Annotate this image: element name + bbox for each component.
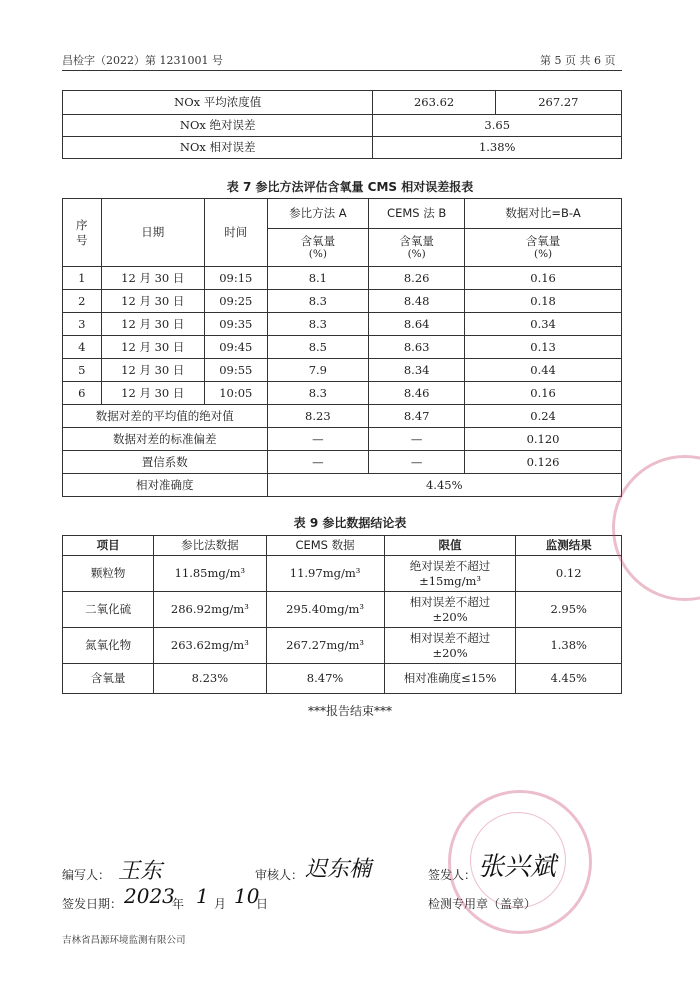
row-ref: 8.3 — [267, 313, 369, 336]
table-row — [63, 336, 622, 359]
table-row — [63, 267, 622, 290]
ci-label: 置信系数 — [63, 451, 268, 474]
row-time: 09:45 — [205, 336, 268, 359]
subheader-ref: 含氧量 (%) — [267, 229, 369, 267]
year-char: 年 — [172, 897, 185, 911]
table-header-row — [63, 536, 622, 556]
row-cems: 8.63 — [369, 336, 465, 359]
table-row — [63, 628, 622, 664]
row-seq: 6 — [63, 382, 102, 405]
row-limit: 相对准确度≤15% — [384, 664, 516, 694]
table-row — [63, 556, 622, 592]
row-date: 12 月 30 日 — [101, 336, 204, 359]
page-number: 第 5 页 共 6 页 — [540, 54, 616, 67]
row-seq: 2 — [63, 290, 102, 313]
row-time: 10:05 — [205, 382, 268, 405]
seal-stamp-side — [612, 455, 700, 601]
row-seq: 3 — [63, 313, 102, 336]
nox-rel-label: NOx 相对误差 — [63, 137, 373, 159]
seal-label: 检测专用章（盖章） — [428, 897, 537, 911]
row-seq: 4 — [63, 336, 102, 359]
row-ref: 11.85mg/m³ — [154, 556, 266, 592]
row-item: 含氧量 — [63, 664, 154, 694]
table-row — [63, 428, 622, 451]
issue-date-label: 签发日期： — [62, 897, 123, 911]
row-cems: 11.97mg/m³ — [266, 556, 384, 592]
row-ref: 263.62mg/m³ — [154, 628, 266, 664]
mean-label: 数据对差的平均值的绝对值 — [63, 405, 268, 428]
table-row — [63, 115, 622, 137]
issue-month: 1 — [196, 884, 209, 908]
subheader-diff: 含氧量 (%) — [465, 229, 622, 267]
row-date: 12 月 30 日 — [101, 267, 204, 290]
writer-label: 编写人： — [62, 868, 111, 882]
row-cems: 8.64 — [369, 313, 465, 336]
mean-cems: 8.47 — [369, 405, 465, 428]
row-seq: 1 — [63, 267, 102, 290]
row-limit: 相对误差不超过±20% — [384, 628, 516, 664]
row-date: 12 月 30 日 — [101, 359, 204, 382]
month-char: 月 — [214, 897, 227, 911]
row-date: 12 月 30 日 — [101, 313, 204, 336]
row-diff: 0.34 — [465, 313, 622, 336]
row-ref: 286.92mg/m³ — [154, 592, 266, 628]
table-row — [63, 474, 622, 497]
ci-cems: — — [369, 451, 465, 474]
row-ref: 8.3 — [267, 290, 369, 313]
table7 — [62, 198, 622, 497]
table9-caption: 表 9 参比数据结论表 — [293, 516, 407, 530]
issuer-signature: 张兴斌 — [478, 852, 557, 882]
row-result: 1.38% — [516, 628, 622, 664]
table-row — [63, 290, 622, 313]
row-limit: 相对误差不超过±20% — [384, 592, 516, 628]
row-time: 09:55 — [205, 359, 268, 382]
row-seq: 5 — [63, 359, 102, 382]
row-diff: 0.18 — [465, 290, 622, 313]
ci-diff: 0.126 — [465, 451, 622, 474]
row-limit: 绝对误差不超过±15mg/m³ — [384, 556, 516, 592]
row-time: 09:25 — [205, 290, 268, 313]
row-item: 氮氧化物 — [63, 628, 154, 664]
nox-abs-value: 3.65 — [373, 115, 622, 137]
writer-signature: 王东 — [118, 859, 163, 884]
row-diff: 0.44 — [465, 359, 622, 382]
sd-label: 数据对差的标准偏差 — [63, 428, 268, 451]
row-time: 09:15 — [205, 267, 268, 290]
header-limit: 限值 — [384, 536, 516, 556]
row-date: 12 月 30 日 — [101, 290, 204, 313]
nox-mean-b: 267.27 — [495, 91, 621, 115]
nox-mean-a: 263.62 — [373, 91, 495, 115]
table-row — [63, 313, 622, 336]
table-header-row — [63, 199, 622, 229]
row-time: 09:35 — [205, 313, 268, 336]
accuracy-value: 4.45% — [267, 474, 621, 497]
table-row — [63, 91, 622, 115]
subheader-cems: 含氧量 (%) — [369, 229, 465, 267]
row-ref: 8.1 — [267, 267, 369, 290]
header-result: 监测结果 — [516, 536, 622, 556]
row-date: 12 月 30 日 — [101, 382, 204, 405]
nox-rel-value: 1.38% — [373, 137, 622, 159]
reviewer-signature: 迟东楠 — [305, 857, 372, 882]
row-ref: 8.23% — [154, 664, 266, 694]
mean-diff: 0.24 — [465, 405, 622, 428]
row-ref: 7.9 — [267, 359, 369, 382]
mean-ref: 8.23 — [267, 405, 369, 428]
row-diff: 0.16 — [465, 382, 622, 405]
row-cems: 295.40mg/m³ — [266, 592, 384, 628]
sd-cems: — — [369, 428, 465, 451]
header-date: 日期 — [101, 199, 204, 267]
report-end: ***报告结束*** — [307, 704, 392, 718]
table-row — [63, 405, 622, 428]
row-diff: 0.16 — [465, 267, 622, 290]
table-row — [63, 592, 622, 628]
header-cems-data: CEMS 数据 — [266, 536, 384, 556]
table-row — [63, 664, 622, 694]
nox-abs-label: NOx 绝对误差 — [63, 115, 373, 137]
sd-diff: 0.120 — [465, 428, 622, 451]
header-time: 时间 — [205, 199, 268, 267]
table9 — [62, 535, 622, 694]
reviewer-label: 审核人： — [255, 868, 304, 882]
row-result: 0.12 — [516, 556, 622, 592]
row-cems: 8.46 — [369, 382, 465, 405]
table-row — [63, 137, 622, 159]
nox-table — [62, 90, 622, 159]
row-result: 4.45% — [516, 664, 622, 694]
table-row — [63, 359, 622, 382]
row-cems: 8.47% — [266, 664, 384, 694]
header-diff: 数据对比=B-A — [465, 199, 622, 229]
table-row — [63, 451, 622, 474]
row-ref: 8.5 — [267, 336, 369, 359]
issue-day: 10 — [234, 884, 260, 908]
row-cems: 8.26 — [369, 267, 465, 290]
sd-ref: — — [267, 428, 369, 451]
header-seq: 序 号 — [63, 199, 102, 267]
row-item: 二氧化硫 — [63, 592, 154, 628]
row-diff: 0.13 — [465, 336, 622, 359]
footer-company: 吉林省昌源环境监测有限公司 — [62, 935, 186, 946]
table-row — [63, 382, 622, 405]
nox-mean-label: NOx 平均浓度值 — [63, 91, 373, 115]
header-ref: 参比方法 A — [267, 199, 369, 229]
header-cems: CEMS 法 B — [369, 199, 465, 229]
table7-caption: 表 7 参比方法评估含氧量 CMS 相对误差报表 — [226, 180, 474, 194]
row-result: 2.95% — [516, 592, 622, 628]
header-ref-data: 参比法数据 — [154, 536, 266, 556]
row-cems: 8.34 — [369, 359, 465, 382]
report-number: 昌检字（2022）第 1231001 号 — [62, 54, 223, 67]
row-item: 颗粒物 — [63, 556, 154, 592]
row-cems: 8.48 — [369, 290, 465, 313]
header-item: 项目 — [63, 536, 154, 556]
issuer-label: 签发人： — [428, 868, 477, 882]
row-ref: 8.3 — [267, 382, 369, 405]
day-char: 日 — [256, 897, 269, 911]
header-rule — [62, 70, 622, 71]
accuracy-label: 相对准确度 — [63, 474, 268, 497]
ci-ref: — — [267, 451, 369, 474]
row-cems: 267.27mg/m³ — [266, 628, 384, 664]
issue-year: 2023 — [124, 884, 175, 908]
